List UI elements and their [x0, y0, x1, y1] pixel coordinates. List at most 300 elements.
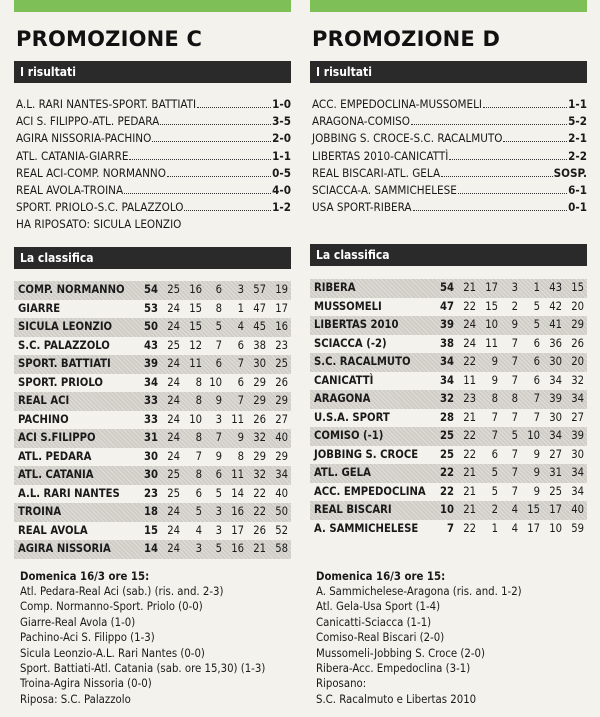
results-list — [312, 96, 587, 216]
stat-value: 34 — [549, 373, 562, 387]
team-name: REAL AVOLA — [18, 523, 88, 537]
standings-row — [310, 464, 587, 483]
stat-value: 2 — [511, 299, 518, 313]
team-name: SPORT. PRIOLO — [18, 375, 103, 389]
section-title: PROMOZIONE C — [16, 27, 203, 51]
stat-value: 8 — [195, 468, 202, 481]
standings-table — [310, 279, 587, 538]
stat-value: 6 — [215, 468, 222, 481]
fixture-line: S.C. Racalmuto e Libertas 2010 — [316, 692, 477, 706]
stat-value: 9 — [511, 318, 518, 331]
result-score: 1-1 — [272, 148, 291, 163]
result-score: 5-2 — [568, 114, 587, 129]
stat-value: 16 — [275, 320, 288, 333]
stat-value: 25 — [167, 468, 180, 481]
stat-value: 53 — [143, 301, 158, 315]
stat-value: 33 — [143, 412, 158, 426]
dot-leader — [413, 199, 568, 211]
stat-value: 15 — [485, 299, 498, 313]
dot-leader — [167, 165, 271, 177]
team-name: ATL. GELA — [314, 466, 371, 479]
team-name: TROINA — [18, 505, 62, 518]
team-name: SCIACCA (-2) — [314, 336, 387, 350]
next-fixtures — [316, 569, 591, 707]
stat-value: 10 — [485, 318, 498, 331]
team-name: CANICATTÌ — [314, 373, 374, 387]
stat-value: 34 — [439, 355, 454, 368]
result-row — [16, 148, 291, 165]
stat-value: 32 — [439, 392, 454, 405]
stat-value: 10 — [549, 521, 562, 535]
result-score: 1-0 — [272, 97, 291, 111]
fixture-line: Atl. Pedara-Real Aci (sab.) (ris. and. 2-3) — [20, 585, 224, 598]
standings-row — [14, 392, 291, 411]
result-row — [312, 165, 587, 182]
team-name: MUSSOMELI — [314, 299, 382, 313]
stat-value: 17 — [275, 301, 288, 315]
results-header: I risultati — [310, 61, 587, 83]
stat-value: 3 — [215, 523, 222, 537]
standings-row — [14, 540, 291, 559]
stat-value: 16 — [189, 283, 202, 296]
result-row — [312, 130, 587, 147]
dot-leader — [197, 96, 271, 108]
stat-value: 7 — [533, 392, 540, 405]
result-match: REAL ACI-COMP. NORMANNO — [16, 165, 166, 180]
stat-value: 21 — [463, 484, 476, 498]
stat-value: 15 — [527, 503, 540, 516]
stat-value: 43 — [549, 281, 562, 294]
stat-value: 15 — [143, 523, 158, 537]
team-name: S.C. PALAZZOLO — [18, 338, 110, 352]
standings-row — [14, 355, 291, 374]
stat-value: 6 — [215, 283, 222, 296]
result-row — [16, 96, 291, 113]
stat-value: 40 — [571, 503, 584, 516]
stat-value: 8 — [237, 449, 244, 463]
dot-leader — [441, 165, 553, 177]
fixture-line: Comiso-Real Biscari (2-0) — [316, 631, 445, 645]
result-score: 2-2 — [568, 148, 587, 163]
stat-value: 25 — [549, 484, 562, 498]
stat-value: 7 — [511, 355, 518, 368]
stat-value: 28 — [439, 410, 454, 424]
standings-row — [310, 316, 587, 335]
team-name: ATL. PEDARA — [18, 449, 92, 463]
stat-value: 23 — [463, 392, 476, 405]
stat-value: 5 — [491, 466, 498, 479]
next-fixtures — [20, 569, 295, 707]
stat-value: 27 — [275, 412, 288, 426]
standings-row — [310, 298, 587, 317]
result-score: 1-2 — [272, 200, 291, 215]
stat-value: 34 — [571, 484, 584, 498]
standings-row — [14, 448, 291, 467]
stat-value: 1 — [533, 281, 540, 294]
stat-value: 5 — [215, 486, 222, 500]
team-name: COMP. NORMANNO — [18, 283, 125, 296]
stat-value: 11 — [231, 412, 244, 426]
team-name: AGIRA NISSORIA — [18, 542, 111, 555]
stat-value: 42 — [549, 299, 562, 313]
stat-value: 6 — [215, 357, 222, 370]
stat-value: 9 — [491, 373, 498, 387]
stat-value: 41 — [549, 318, 562, 331]
stat-value: 20 — [571, 299, 584, 313]
stat-value: 29 — [253, 394, 266, 407]
standings-row — [310, 483, 587, 502]
stat-value: 4 — [195, 523, 202, 537]
stat-value: 27 — [549, 447, 562, 461]
stat-value: 21 — [463, 410, 476, 424]
standings-row — [14, 485, 291, 504]
stat-value: 3 — [195, 542, 202, 555]
team-name: JOBBING S. CROCE — [314, 447, 419, 461]
standings-table — [14, 281, 291, 559]
result-score: 3-5 — [272, 114, 291, 129]
stat-value: 9 — [215, 449, 222, 463]
stat-value: 3 — [511, 281, 518, 294]
stat-value: 7 — [491, 429, 498, 442]
team-name: COMISO (-1) — [314, 429, 384, 442]
result-score: SOSP. — [553, 165, 587, 180]
stat-value: 2 — [491, 503, 498, 516]
stat-value: 24 — [167, 505, 180, 518]
team-name: A. SAMMICHELESE — [314, 521, 419, 535]
stat-value: 7 — [237, 394, 244, 407]
fixture-line: Mussomeli-Jobbing S. Croce (2-0) — [316, 646, 485, 660]
stat-value: 38 — [439, 336, 454, 350]
stat-value: 23 — [143, 486, 158, 500]
standings-header: La classifica — [310, 244, 587, 266]
stat-value: 8 — [195, 394, 202, 407]
team-name: LIBERTAS 2010 — [314, 318, 399, 331]
stat-value: 15 — [189, 320, 202, 333]
fixture-line: Sport. Battiati-Atl. Catania (sab. ore 15,30) (1-3) — [20, 661, 266, 675]
stat-value: 17 — [527, 521, 540, 535]
stat-value: 24 — [167, 357, 180, 370]
stat-value: 22 — [253, 486, 266, 500]
fixture-line: Comp. Normanno-Sport. Priolo (0-0) — [20, 600, 203, 614]
stat-value: 3 — [237, 283, 244, 296]
dot-leader — [129, 148, 271, 160]
stat-value: 36 — [549, 336, 562, 350]
accent-bar-right — [310, 0, 587, 12]
standings-row — [14, 466, 291, 485]
stat-value: 7 — [491, 410, 498, 424]
dot-leader — [184, 199, 271, 211]
stat-value: 7 — [215, 338, 222, 352]
stat-value: 32 — [253, 468, 266, 481]
stat-value: 22 — [463, 429, 476, 442]
result-score: 0-1 — [568, 200, 587, 215]
stat-value: 11 — [463, 373, 476, 387]
stat-value: 10 — [527, 429, 540, 442]
standings-header: La classifica — [14, 247, 291, 269]
stat-value: 24 — [167, 320, 180, 333]
team-name: PACHINO — [18, 412, 69, 426]
stat-value: 50 — [275, 505, 288, 518]
result-row — [16, 113, 291, 130]
stat-value: 11 — [231, 468, 244, 481]
stat-value: 29 — [571, 318, 584, 331]
stat-value: 7 — [533, 410, 540, 424]
stat-value: 31 — [549, 466, 562, 479]
stat-value: 23 — [275, 338, 288, 352]
stat-value: 20 — [571, 355, 584, 368]
stat-value: 22 — [439, 484, 454, 498]
stat-value: 22 — [439, 466, 454, 479]
stat-value: 47 — [439, 299, 454, 313]
stat-value: 29 — [275, 394, 288, 407]
stat-value: 5 — [511, 429, 518, 442]
stat-value: 18 — [143, 505, 158, 518]
stat-value: 8 — [195, 375, 202, 389]
stat-value: 17 — [549, 503, 562, 516]
stat-value: 11 — [485, 336, 498, 350]
stat-value: 4 — [511, 503, 518, 516]
stat-value: 26 — [253, 412, 266, 426]
stat-value: 25 — [439, 447, 454, 461]
stat-value: 7 — [511, 466, 518, 479]
stat-value: 7 — [511, 373, 518, 387]
standings-row — [310, 446, 587, 465]
stat-value: 6 — [195, 486, 202, 500]
standings-row — [14, 318, 291, 337]
stat-value: 10 — [209, 375, 222, 389]
stat-value: 21 — [253, 542, 266, 555]
fixture-line: Pachino-Aci S. Filippo (1-3) — [20, 631, 155, 645]
result-row — [16, 165, 291, 182]
stat-value: 21 — [463, 466, 476, 479]
stat-value: 30 — [571, 447, 584, 461]
results-header: I risultati — [14, 61, 291, 83]
stat-value: 43 — [143, 338, 158, 352]
stat-value: 27 — [571, 410, 584, 424]
stat-value: 33 — [143, 394, 158, 407]
stat-value: 25 — [275, 357, 288, 370]
stat-value: 4 — [511, 521, 518, 535]
team-name: ARAGONA — [314, 392, 371, 405]
team-name: ACI S.FILIPPO — [18, 431, 96, 444]
stat-value: 34 — [143, 375, 158, 389]
team-name: S.C. RACALMUTO — [314, 355, 411, 368]
stat-value: 5 — [215, 320, 222, 333]
team-name: ATL. CATANIA — [18, 468, 94, 481]
stat-value: 34 — [549, 429, 562, 442]
stat-value: 54 — [439, 281, 454, 294]
stat-value: 54 — [143, 283, 158, 296]
stat-value: 9 — [215, 394, 222, 407]
stat-value: 34 — [275, 468, 288, 481]
result-score: 1-1 — [568, 97, 587, 111]
stat-value: 17 — [231, 523, 244, 537]
stat-value: 30 — [549, 410, 562, 424]
stat-value: 7 — [511, 410, 518, 424]
accent-bar-left — [14, 0, 291, 12]
stat-value: 9 — [533, 484, 540, 498]
stat-value: 26 — [275, 375, 288, 389]
stat-value: 30 — [549, 355, 562, 368]
result-match: REAL BISCARI-ATL. GELA — [312, 165, 441, 180]
stat-value: 31 — [143, 431, 158, 444]
stat-value: 7 — [237, 357, 244, 370]
team-name: REAL ACI — [18, 394, 70, 407]
team-name: A.L. RARI NANTES — [18, 486, 120, 500]
stat-value: 15 — [571, 281, 584, 294]
stat-value: 39 — [143, 357, 158, 370]
fixture-line: Ribera-Acc. Empedoclina (3-1) — [316, 661, 471, 675]
result-score: 2-1 — [568, 131, 587, 146]
stat-value: 6 — [491, 447, 498, 461]
stat-value: 16 — [231, 542, 244, 555]
stat-value: 40 — [275, 431, 288, 444]
stat-value: 34 — [439, 373, 454, 387]
result-match: AGIRA NISSORIA-PACHINO — [16, 131, 152, 146]
stat-value: 32 — [571, 373, 584, 387]
stat-value: 21 — [463, 281, 476, 294]
result-match: A.L. RARI NANTES-SPORT. BATTIATI — [16, 97, 197, 111]
stat-value: 8 — [195, 431, 202, 444]
stat-value: 45 — [253, 320, 266, 333]
stat-value: 29 — [253, 449, 266, 463]
result-row — [312, 182, 587, 199]
stat-value: 5 — [533, 299, 540, 313]
stat-value: 24 — [463, 336, 476, 350]
stat-value: 10 — [189, 412, 202, 426]
stat-value: 7 — [195, 449, 202, 463]
team-name: U.S.A. SPORT — [314, 410, 390, 424]
stat-value: 47 — [253, 301, 266, 315]
stat-value: 24 — [167, 523, 180, 537]
stat-value: 8 — [215, 301, 222, 315]
stat-value: 7 — [446, 521, 454, 535]
fixtures-heading: Domenica 16/3 ore 15: — [316, 570, 446, 583]
stat-value: 11 — [189, 357, 202, 370]
standings-row — [14, 281, 291, 300]
stat-value: 22 — [463, 299, 476, 313]
stat-value: 3 — [215, 505, 222, 518]
standings-row — [14, 337, 291, 356]
team-name: SICULA LEONZIO — [18, 320, 113, 333]
stat-value: 24 — [167, 449, 180, 463]
stat-value: 39 — [439, 318, 454, 331]
stat-value: 25 — [167, 338, 180, 352]
stat-value: 7 — [215, 431, 222, 444]
fixture-line: Riposa: S.C. Palazzolo — [20, 692, 131, 706]
standings-row — [310, 279, 587, 298]
stat-value: 16 — [231, 505, 244, 518]
stat-value: 34 — [571, 392, 584, 405]
stat-value: 52 — [275, 523, 288, 537]
team-name: SPORT. BATTIATI — [18, 357, 111, 370]
standings-row — [310, 501, 587, 520]
stat-value: 25 — [167, 283, 180, 296]
stat-value: 22 — [463, 521, 476, 535]
stat-value: 22 — [253, 505, 266, 518]
fixture-line: Giarre-Real Avola (1-0) — [20, 615, 136, 629]
stat-value: 6 — [533, 355, 540, 368]
stat-value: 26 — [253, 523, 266, 537]
stat-value: 19 — [275, 283, 288, 296]
result-match: USA SPORT-RIBERA — [312, 200, 412, 215]
fixture-line: Atl. Gela-Usa Sport (1-4) — [316, 600, 441, 614]
stat-value: 8 — [511, 392, 518, 405]
stat-value: 29 — [253, 375, 266, 389]
stat-value: 24 — [167, 301, 180, 315]
stat-value: 24 — [167, 431, 180, 444]
result-score: 6-1 — [568, 182, 587, 197]
dot-leader — [152, 130, 271, 142]
stat-value: 8 — [491, 392, 498, 405]
dot-leader — [124, 182, 271, 194]
result-match: ACC. EMPEDOCLINA-MUSSOMELI — [312, 97, 483, 111]
dot-leader — [458, 182, 567, 194]
stat-value: 1 — [491, 521, 498, 535]
dot-leader — [503, 130, 567, 142]
fixture-line: Canicatti-Sciacca (1-1) — [316, 615, 432, 629]
stat-value: 24 — [167, 394, 180, 407]
section-title: PROMOZIONE D — [312, 27, 501, 51]
stat-value: 9 — [491, 355, 498, 368]
stat-value: 9 — [533, 466, 540, 479]
fixture-line: Sicula Leonzio-A.L. Rari Nantes (0-0) — [20, 646, 205, 660]
standings-row — [310, 409, 587, 428]
fixture-line: Riposano: — [316, 677, 367, 691]
rest-note: HA RIPOSATO: SICULA LEONZIO — [16, 217, 182, 232]
fixtures-heading: Domenica 16/3 ore 15: — [20, 570, 150, 583]
stat-value: 5 — [215, 542, 222, 555]
stat-value: 6 — [237, 338, 244, 352]
stat-value: 17 — [485, 281, 498, 294]
standings-row — [310, 372, 587, 391]
stat-value: 57 — [253, 283, 266, 296]
results-list — [16, 96, 291, 234]
stat-value: 30 — [143, 449, 158, 463]
stat-value: 26 — [571, 336, 584, 350]
dot-leader — [160, 113, 271, 125]
result-row — [312, 199, 587, 216]
fixture-line: A. Sammichelese-Aragona (ris. and. 1-2) — [316, 585, 522, 598]
stat-value: 7 — [511, 447, 518, 461]
result-match: ARAGONA-COMISO — [312, 114, 410, 129]
result-row — [312, 96, 587, 113]
stat-value: 30 — [253, 357, 266, 370]
stat-value: 5 — [195, 505, 202, 518]
stat-value: 5 — [533, 318, 540, 331]
stat-value: 14 — [143, 542, 158, 555]
standings-row — [310, 520, 587, 539]
stat-value: 24 — [463, 318, 476, 331]
fixture-line: Troina-Agira Nissoria (0-0) — [20, 677, 152, 691]
stat-value: 39 — [571, 429, 584, 442]
stat-value: 50 — [143, 320, 158, 333]
stat-value: 25 — [439, 429, 454, 442]
result-match: SPORT. PRIOLO-S.C. PALAZZOLO — [16, 200, 184, 215]
stat-value: 38 — [253, 338, 266, 352]
result-match: SCIACCA-A. SAMMICHELESE — [312, 182, 457, 197]
stat-value: 1 — [237, 301, 244, 315]
stat-value: 21 — [463, 503, 476, 516]
stat-value: 24 — [167, 412, 180, 426]
standings-row — [310, 390, 587, 409]
result-row — [312, 148, 587, 165]
result-row — [16, 199, 291, 216]
result-row — [312, 113, 587, 130]
team-name: RIBERA — [314, 281, 356, 294]
result-match: ATL. CATANIA-GIARRE — [16, 148, 129, 163]
dot-leader — [411, 113, 567, 125]
